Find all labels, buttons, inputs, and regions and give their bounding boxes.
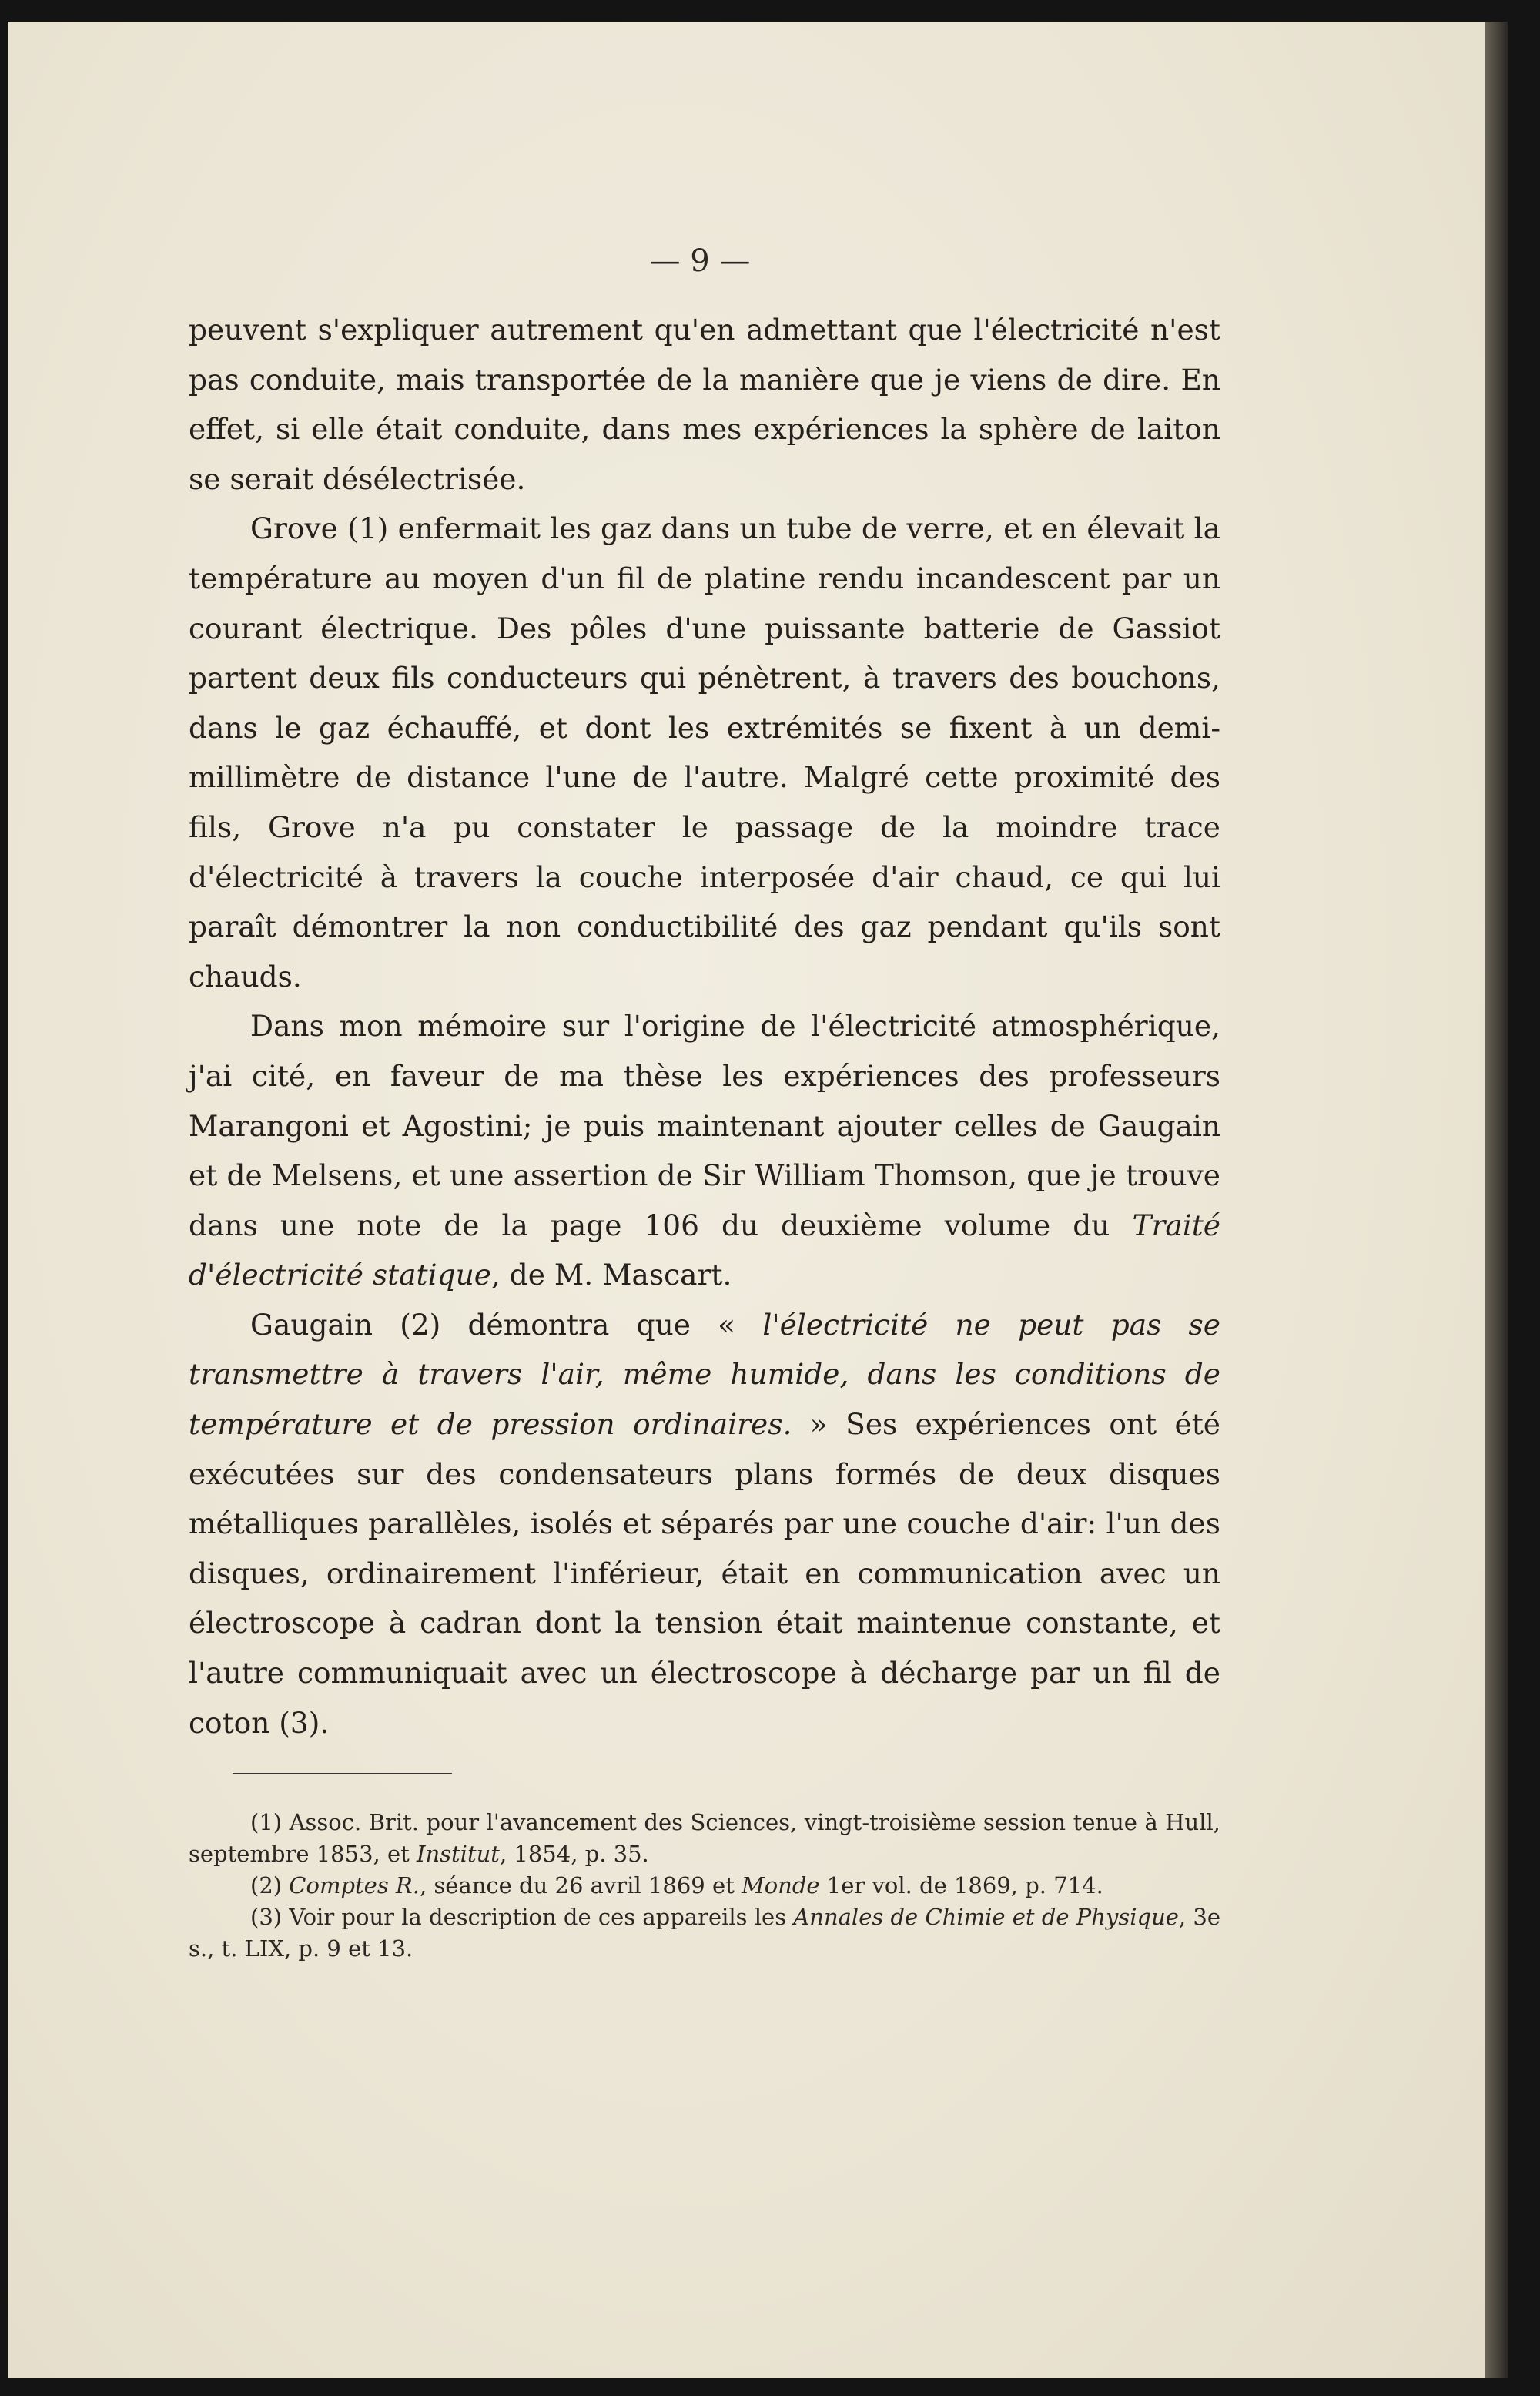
paragraph-3	[189, 1001, 1220, 1300]
paragraph-4-italic-quote: l'électricité ne peut pas se transmettre à travers l'air, même humide, dans les conditions de température et de pression ordinaires.	[189, 1307, 1220, 1442]
paragraph-4-text: Gaugain (2) démontra que «	[250, 1307, 763, 1342]
page-number: — 9 —	[649, 243, 751, 279]
footnote-3	[189, 1902, 1220, 1965]
footnote-2	[189, 1870, 1220, 1902]
paragraph-1-text: peuvent s'expliquer autrement qu'en admettant que l'électricité n'est pas conduite, mais transportée de la manière que je viens de dire. En effet, si elle était conduite, dans mes expériences la sphère de laiton se serait désélectrisée.	[189, 313, 1220, 496]
paragraph-2-text: Grove (1) enfermait les gaz dans un tube de verre, et en élevait la température au moyen d'un fil de platine rendu incandescent par un courant électrique. Des pôles d'une puissante batterie de Gassiot partent deux fils conducteurs qui pénètrent, à travers des bouchons, dans le gaz échauffé, et dont les extrémités se fixent à un demi-millimètre de distance l'une de l'autre. Malgré cette proximité des fils, Grove n'a pu constater le passage de la moindre trace d'électricité à travers la couche interposée d'air chaud, ce qui lui paraît démontrer la non conductibilité des gaz pendant qu'ils sont chauds.	[189, 511, 1220, 994]
paragraph-2	[189, 504, 1220, 1001]
footnote-2-text-end: 1er vol. de 1869, p. 714.	[819, 1872, 1103, 1898]
footnote-3-text-end: , 3e s., t. LIX, p. 9 et 13.	[189, 1904, 1220, 1962]
paragraph-4-text-end: » Ses expériences ont été exécutées sur des condensateurs plans formés de deux disques métalliques parallèles, isolés et séparés par une couche d'air: l'un des disques, ordinairement l'inférieur, était en communication avec un électroscope à cadran dont la tension était maintenue constante, et l'autre communiquait avec un électroscope à décharge par un fil de coton (3).	[189, 1407, 1220, 1740]
footnote-2-text: (2)	[250, 1872, 290, 1898]
footnote-1	[189, 1807, 1220, 1870]
footnote-3-text: (3) Voir pour la description de ces appareils les	[250, 1904, 794, 1930]
footnote-separator	[233, 1773, 452, 1774]
footnote-2-text-mid: , séance du 26 avril 1869 et	[419, 1872, 742, 1898]
body-text	[189, 305, 1220, 1748]
footnotes	[189, 1807, 1220, 1965]
footnote-2-italic-1: Comptes R.	[289, 1872, 420, 1898]
paragraph-3-italic-title: Traité d'électricité statique	[189, 1208, 1220, 1292]
footnote-1-text: (1) Assoc. Brit. pour l'avancement des Sciences, vingt-troisième session tenue à Hull, septembre 1853, et	[189, 1809, 1220, 1867]
paragraph-3-text-end: , de M. Mascart.	[490, 1258, 732, 1292]
page-edge-shadow	[1485, 22, 1508, 2378]
paragraph-4	[189, 1300, 1220, 1748]
footnote-2-italic-2: Monde	[742, 1872, 820, 1898]
footnote-1-text-end: , 1854, p. 35.	[499, 1841, 649, 1867]
paragraph-3-text: Dans mon mémoire sur l'origine de l'électricité atmosphérique, j'ai cité, en faveur de ma thèse les expériences des professeurs Marangoni et Agostini; je puis maintenant ajouter celles de Gaugain et de Melsens, et une assertion de Sir William Thomson, que je trouve dans une note de la page 106 du deuxième volume du	[189, 1009, 1220, 1242]
book-page	[8, 22, 1485, 2378]
footnote-3-italic: Annales de Chimie et de Physique	[793, 1904, 1179, 1930]
paragraph-1	[189, 305, 1220, 504]
footnote-1-italic: Institut	[417, 1841, 500, 1867]
